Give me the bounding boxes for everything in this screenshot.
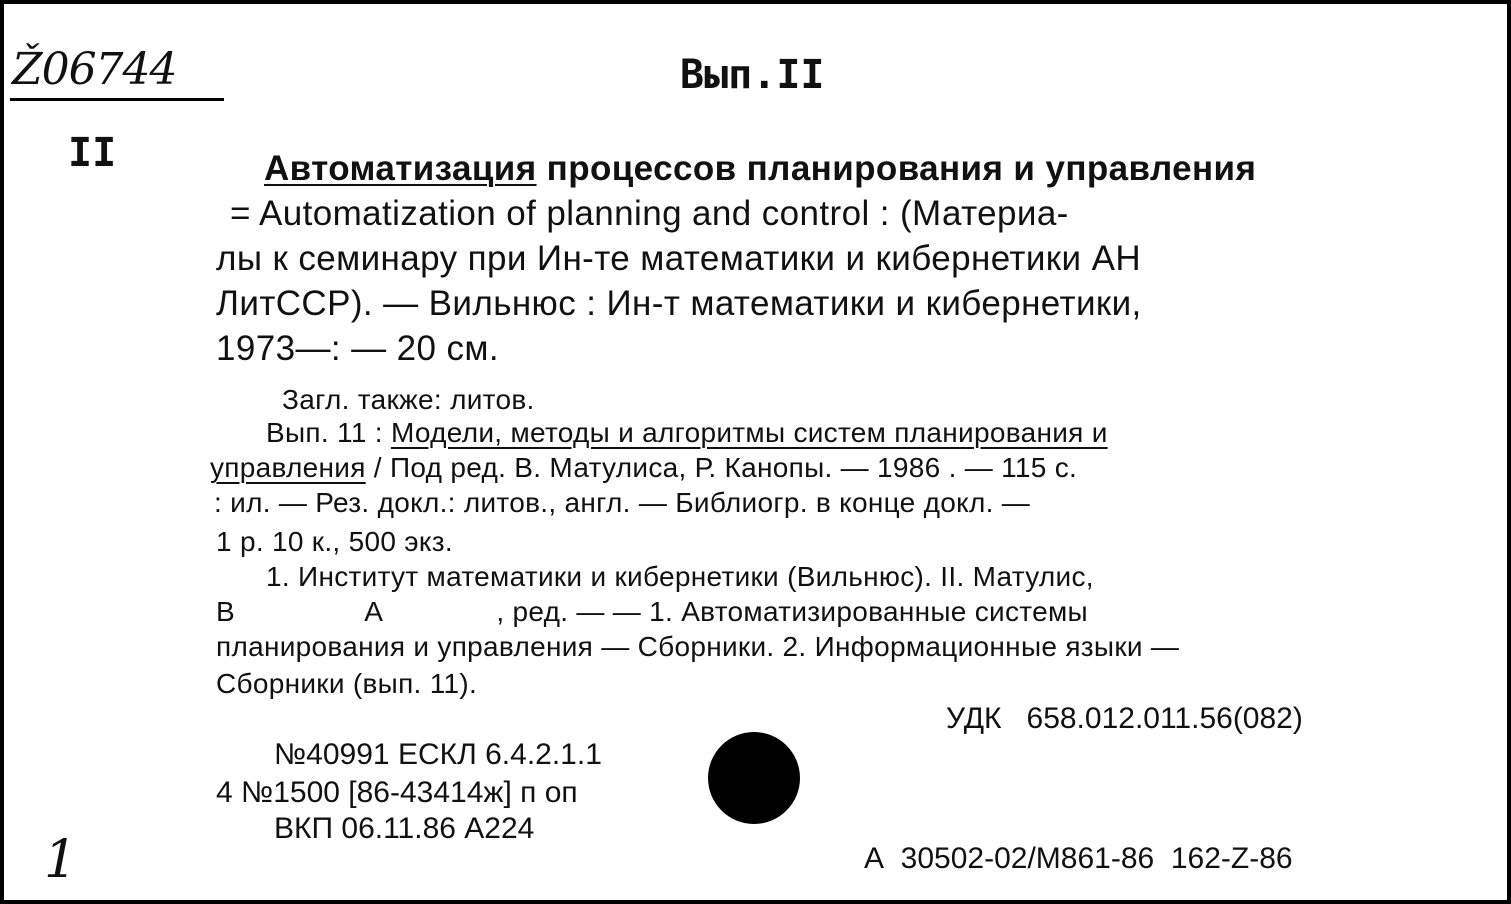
parallel-title-line: = Automatization of planning and control : (Материа- xyxy=(230,194,1069,233)
title-block xyxy=(216,146,1376,371)
subject-line: 1. Институт математики и кибернетики (Вильнюс). II. Матулис, xyxy=(266,561,1094,592)
issue-line xyxy=(266,417,1108,449)
title-keyword: Автоматизация xyxy=(264,149,537,188)
handwritten-mark: 1 xyxy=(44,830,78,890)
issue-editors: / Под ред. В. Матулиса, Р. Канопы. — 1986 . — 115 с. xyxy=(365,452,1078,483)
record-line: 4 №1500 [86-43414ж] п оп xyxy=(216,776,578,809)
issue-line xyxy=(210,452,1077,484)
publication-line: ЛитССР). — Вильнюс : Ин-т математики и кибернетики, xyxy=(216,284,1142,323)
record-line: ВКП 06.11.86 А224 xyxy=(274,812,535,845)
issue-details: : ил. — Рез. докл.: литов., англ. — Библиогр. в конце докл. — xyxy=(214,487,1031,518)
punch-hole xyxy=(708,732,800,824)
date-size-line: 1973—: — 20 см. xyxy=(216,329,499,368)
subject-line: планирования и управления — Сборники. 2. Информационные языки — xyxy=(216,631,1180,662)
call-number-underline xyxy=(10,98,224,101)
udc-code: УДК 658.012.011.56(082) xyxy=(946,702,1303,735)
catalog-code: А 30502-02/М861-86 162-Z-86 xyxy=(864,842,1293,875)
subject-line: Сборники (вып. 11). xyxy=(216,668,478,699)
issue-title: Модели, методы и алгоритмы систем планирования и xyxy=(390,417,1108,448)
title-line xyxy=(216,146,1376,191)
record-line: №40991 ЕСКЛ 6.4.2.1.1 xyxy=(274,738,602,771)
call-number: Ž06744 xyxy=(12,44,177,95)
issue-title-end: управления xyxy=(210,452,366,483)
issue-price: 1 р. 10 к., 500 экз. xyxy=(216,526,453,557)
issue-header: Вып.II xyxy=(680,52,825,98)
subject-line: В А , ред. — — 1. Автоматизированные системы xyxy=(216,596,1088,627)
title-rest: процессов планирования и управления xyxy=(546,149,1257,188)
language-note: Загл. также: литов. xyxy=(282,384,535,415)
series-numeral: II xyxy=(68,130,117,176)
issue-prefix: Вып. 11 : xyxy=(266,417,391,448)
title-continuation-line: лы к семинару при Ин-те математики и кибернетики АН xyxy=(216,239,1141,278)
